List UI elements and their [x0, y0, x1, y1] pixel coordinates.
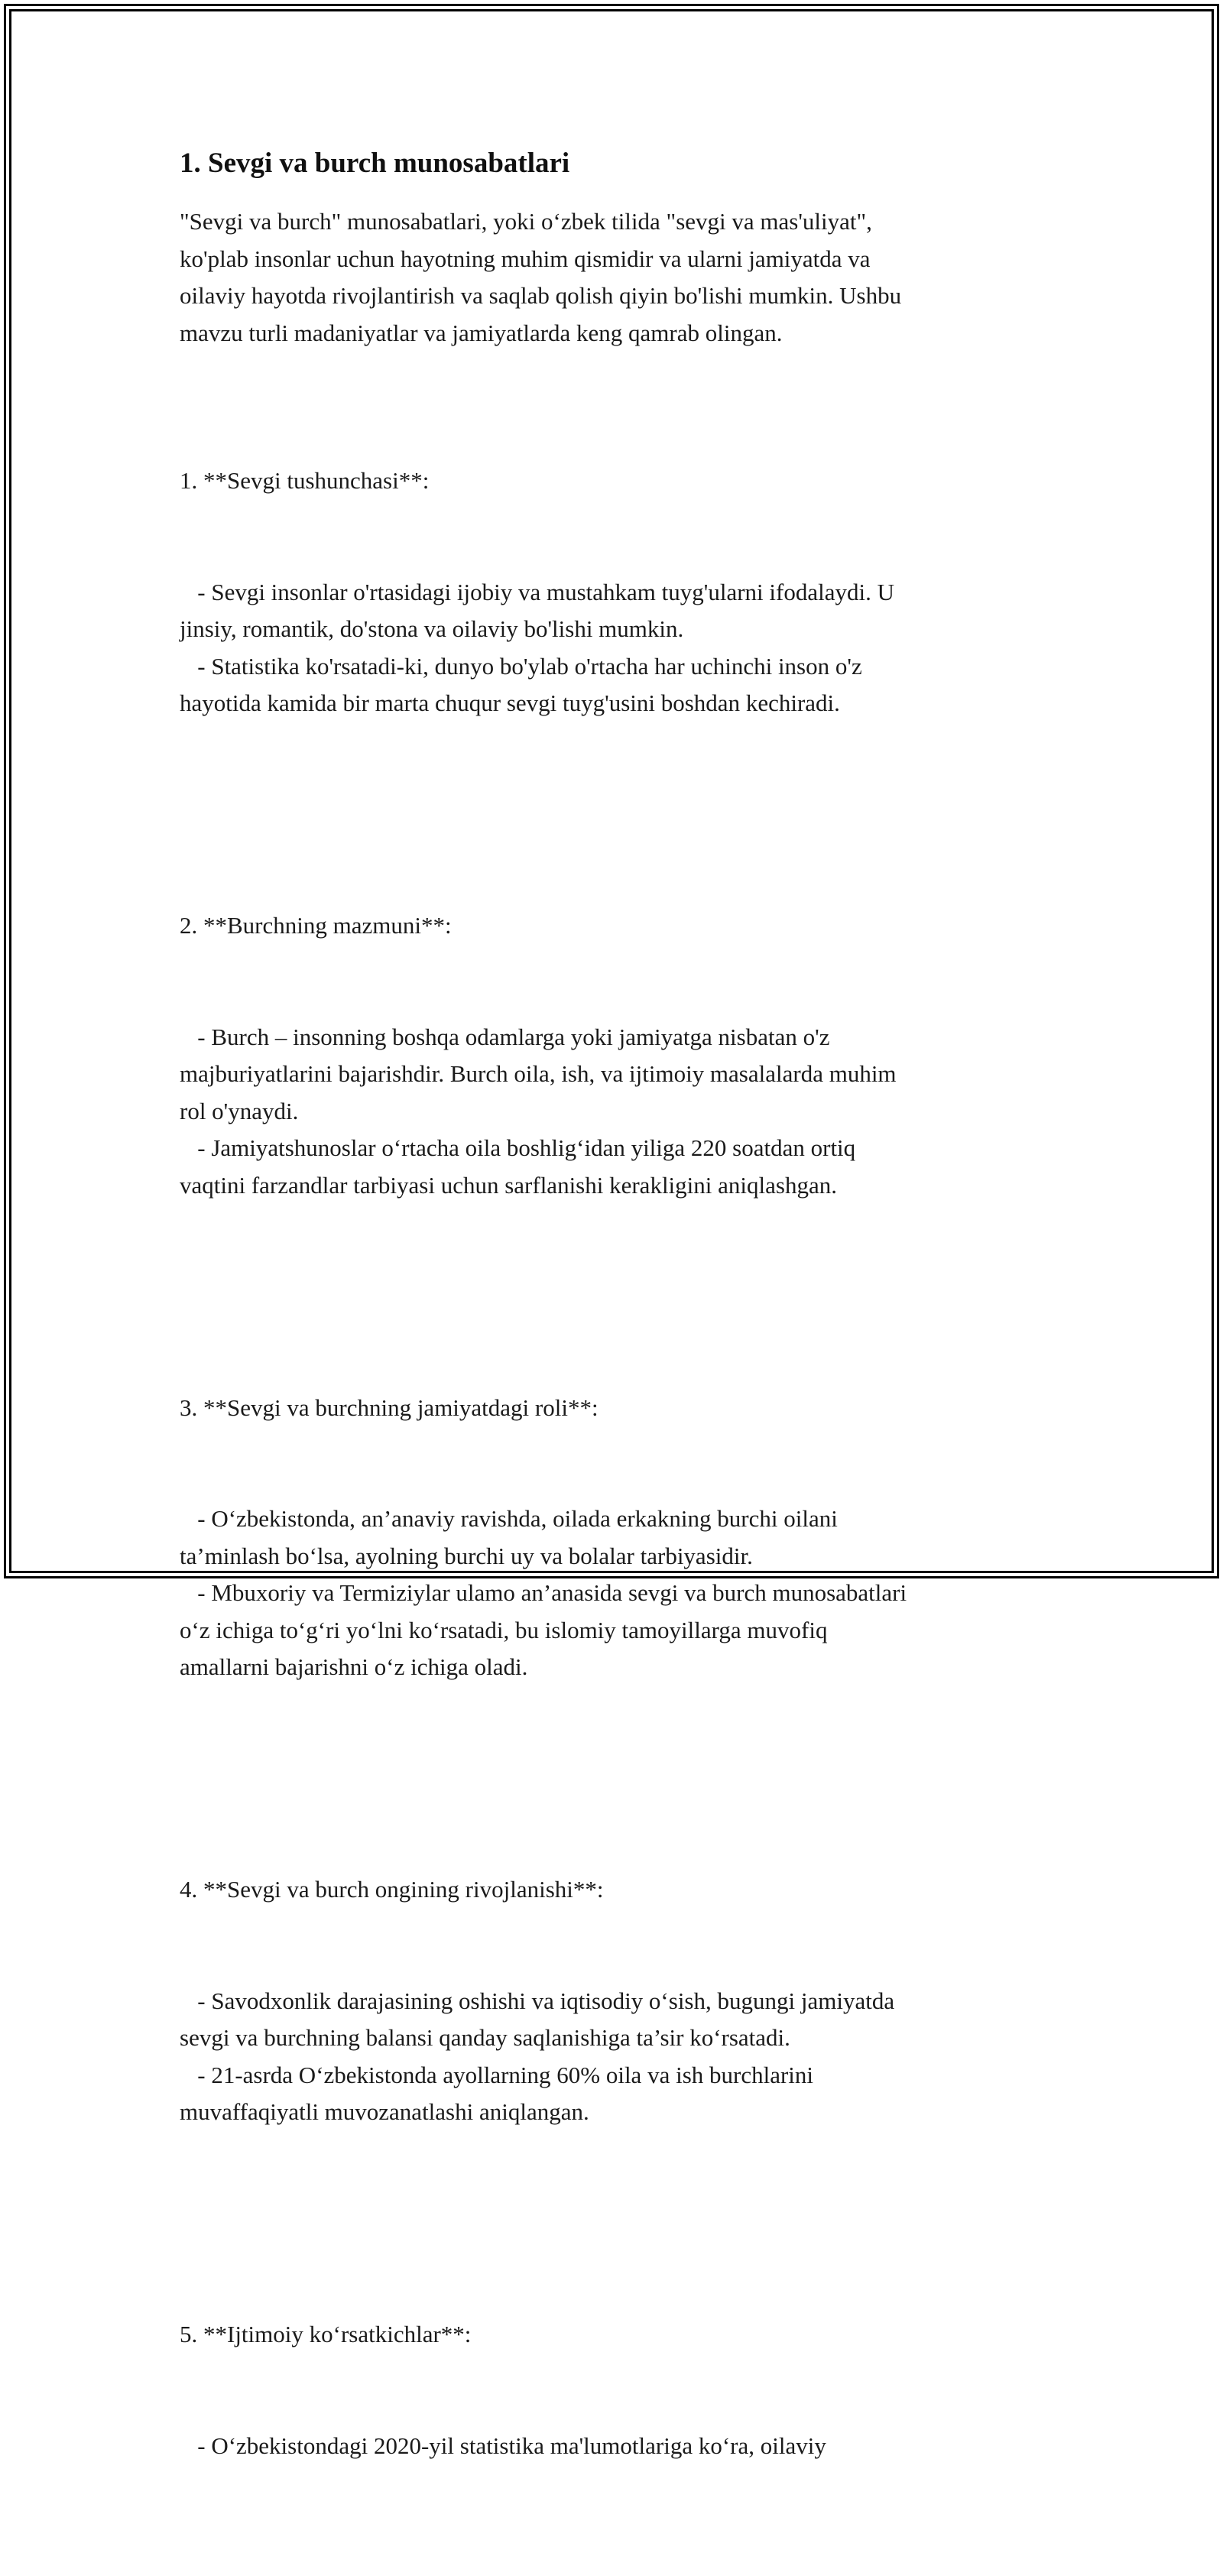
intro-paragraph: "Sevgi va burch" munosabatlari, yoki o‘zbek tilida "sevgi va mas'uliyat", ko'plab insonlar uchun hayotning muhim qismidir va ularni jamiyatda va oilaviy hayotda rivojlantirish va saqlab qolish qiyin bo'lishi mumkin. Ushbu mavzu turli madaniyatlar va jamiyatlarda keng qamrab olingan. — [180, 208, 902, 346]
document-page — [180, 145, 1059, 2576]
section-heading: 5. **Ijtimoiy ko‘rsatkichlar**: — [180, 2321, 472, 2347]
section-heading: 3. **Sevgi va burchning jamiyatdagi roli**: — [180, 1393, 599, 1421]
section-heading: 2. **Burchning mazmuni**: — [180, 912, 452, 939]
section-body: - O‘zbekistonda, an’anaviy ravishda, oilada erkakning burchi oilani ta’minlash bo‘lsa, ayolning burchi uy va bolalar tarbiyasidir. - Mbuxoriy va Termiziylar ulamo an’anasida sevgi va burch munosabatlari o‘z ichiga to‘g‘ri yo‘lni ko‘rsatadi, bu islomiy tamoyillarga muvofiq amallarni bajarishni o‘z ichiga oladi. — [180, 1505, 907, 1680]
section-ong-rivojlanishi — [180, 1797, 1059, 2205]
section-ijtimoiy-korsatkichlar — [180, 2242, 1059, 2539]
section-body: - Sevgi insonlar o'rtasidagi ijobiy va mustahkam tuyg'ularni ifodalaydi. U jinsiy, romantik, do'stona va oilaviy bo'lishi mumkin. - Statistika ko'rsatadi-ki, dunyo bo'ylab o'rtacha har uchinchi inson o'z hayotida kamida bir marta chuqur sevgi tuyg'usini boshdan kechiradi. — [180, 578, 894, 716]
section-burchning-mazmuni — [180, 833, 1059, 1278]
section-jamiyatdagi-roli — [180, 1316, 1059, 1760]
section-heading: 4. **Sevgi va burch ongining rivojlanishi**: — [180, 1876, 604, 1903]
document-title: 1. Sevgi va burch munosabatlari — [180, 148, 570, 179]
section-body: - Savodxonlik darajasining oshishi va iqtisodiy o‘sish, bugungi jamiyatda sevgi va burchning balansi qanday saqlanishiga ta’sir ko‘rsatadi. - 21-asrda O‘zbekistonda ayollarning 60% oila va ish burchlarini muvaffaqiyatli muvozanatlashi aniqlangan. — [180, 1987, 895, 2125]
section-body: - Burch – insonning boshqa odamlarga yoki jamiyatga nisbatan o'z majburiyatlarini bajarishdir. Burch oila, ish, va ijtimoiy masalalarda muhim rol o'ynaydi. - Jamiyatshunoslar o‘rtacha oila boshlig‘idan yiliga 220 soatdan ortiq vaqtini farzandlar tarbiyasi uchun sarflanishi kerakligini aniqlashgan. — [180, 1023, 897, 1199]
section-sevgi-tushunchasi — [180, 388, 1059, 796]
section-heading: 1. **Sevgi tushunchasi**: — [180, 467, 430, 494]
section-body: - O‘zbekistondagi 2020-yil statistika ma'lumotlariga ko‘ra, oilaviy — [180, 2432, 826, 2459]
